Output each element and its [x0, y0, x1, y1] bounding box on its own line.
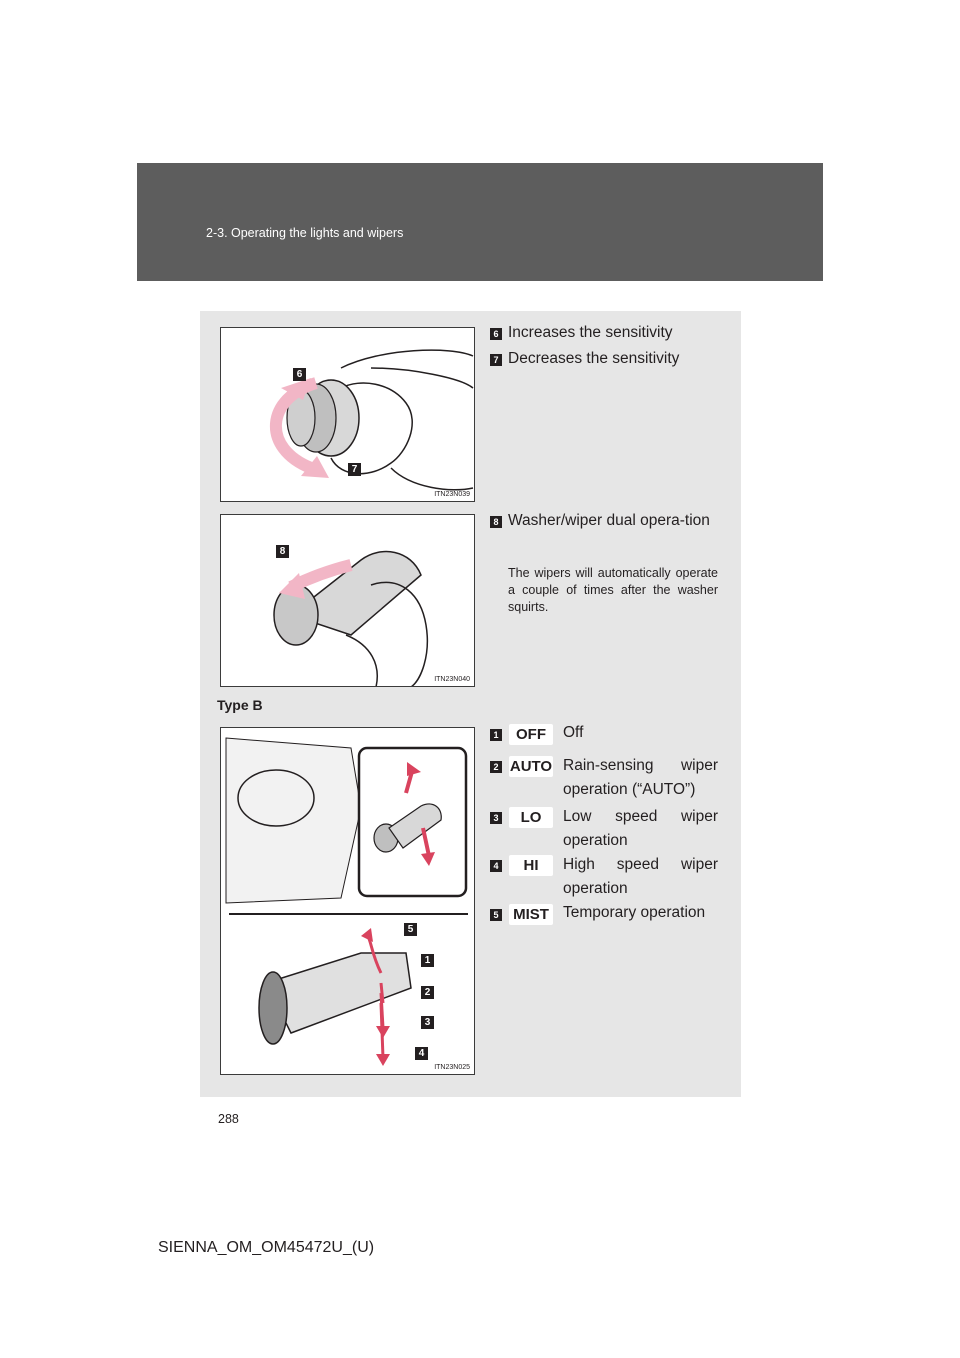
- item-number-5: 5: [490, 909, 502, 921]
- item-text-6: Increases the sensitivity: [508, 324, 673, 341]
- item-text-8: Washer/wiper dual opera-tion: [508, 512, 710, 529]
- type-b-lever-illustration: [221, 728, 475, 1075]
- figure-code: ITN23N025: [434, 1064, 470, 1071]
- footer-code: SIENNA_OM_OM45472U_(U): [158, 1239, 375, 1256]
- figure-callout-2: 2: [421, 986, 434, 999]
- item-number-8: 8: [490, 516, 502, 528]
- figure-type-b-lever: [220, 727, 475, 1075]
- badge-auto: AUTO: [509, 758, 553, 775]
- item-number-6: 6: [490, 328, 502, 340]
- figure-code: ITN23N040: [434, 676, 470, 683]
- badge-hi: HI: [509, 855, 553, 876]
- item-number-3: 3: [490, 812, 502, 824]
- item-text-lo: Low speed wiper operation: [563, 808, 718, 849]
- badge-lo: LO: [509, 807, 553, 828]
- header-band: [137, 163, 823, 281]
- section-title: 2-3. Operating the lights and wipers: [206, 226, 404, 240]
- badge-off: OFF: [509, 724, 553, 745]
- figure-callout-1: 1: [421, 954, 434, 967]
- figure-callout-6: 6: [293, 368, 306, 381]
- item-number-2: 2: [490, 761, 502, 773]
- item-text-hi: High speed wiper operation: [563, 856, 718, 897]
- page-number: 288: [218, 1112, 239, 1126]
- washer-lever-illustration: [221, 515, 475, 687]
- item-text-mist: Temporary operation: [563, 904, 706, 921]
- figure-code: ITN23N039: [434, 491, 470, 498]
- item-note-8: The wipers will automatically operate a couple of times after the washer squirts.: [508, 566, 718, 614]
- figure-washer-lever: [220, 514, 475, 687]
- item-number-1: 1: [490, 729, 502, 741]
- item-text-7: Decreases the sensitivity: [508, 350, 680, 367]
- item-text-auto: Rain-sensing wiper operation (“AUTO”): [563, 757, 718, 798]
- item-number-4: 4: [490, 860, 502, 872]
- type-b-label: Type B: [217, 697, 263, 713]
- figure-sensitivity-dial: [220, 327, 475, 502]
- figure-callout-4: 4: [415, 1047, 428, 1060]
- figure-callout-5: 5: [404, 923, 417, 936]
- figure-callout-3: 3: [421, 1016, 434, 1029]
- figure-callout-7: 7: [348, 463, 361, 476]
- item-text-off: Off: [563, 724, 584, 741]
- figure-callout-8: 8: [276, 545, 289, 558]
- badge-mist: MIST: [509, 904, 553, 925]
- item-number-7: 7: [490, 354, 502, 366]
